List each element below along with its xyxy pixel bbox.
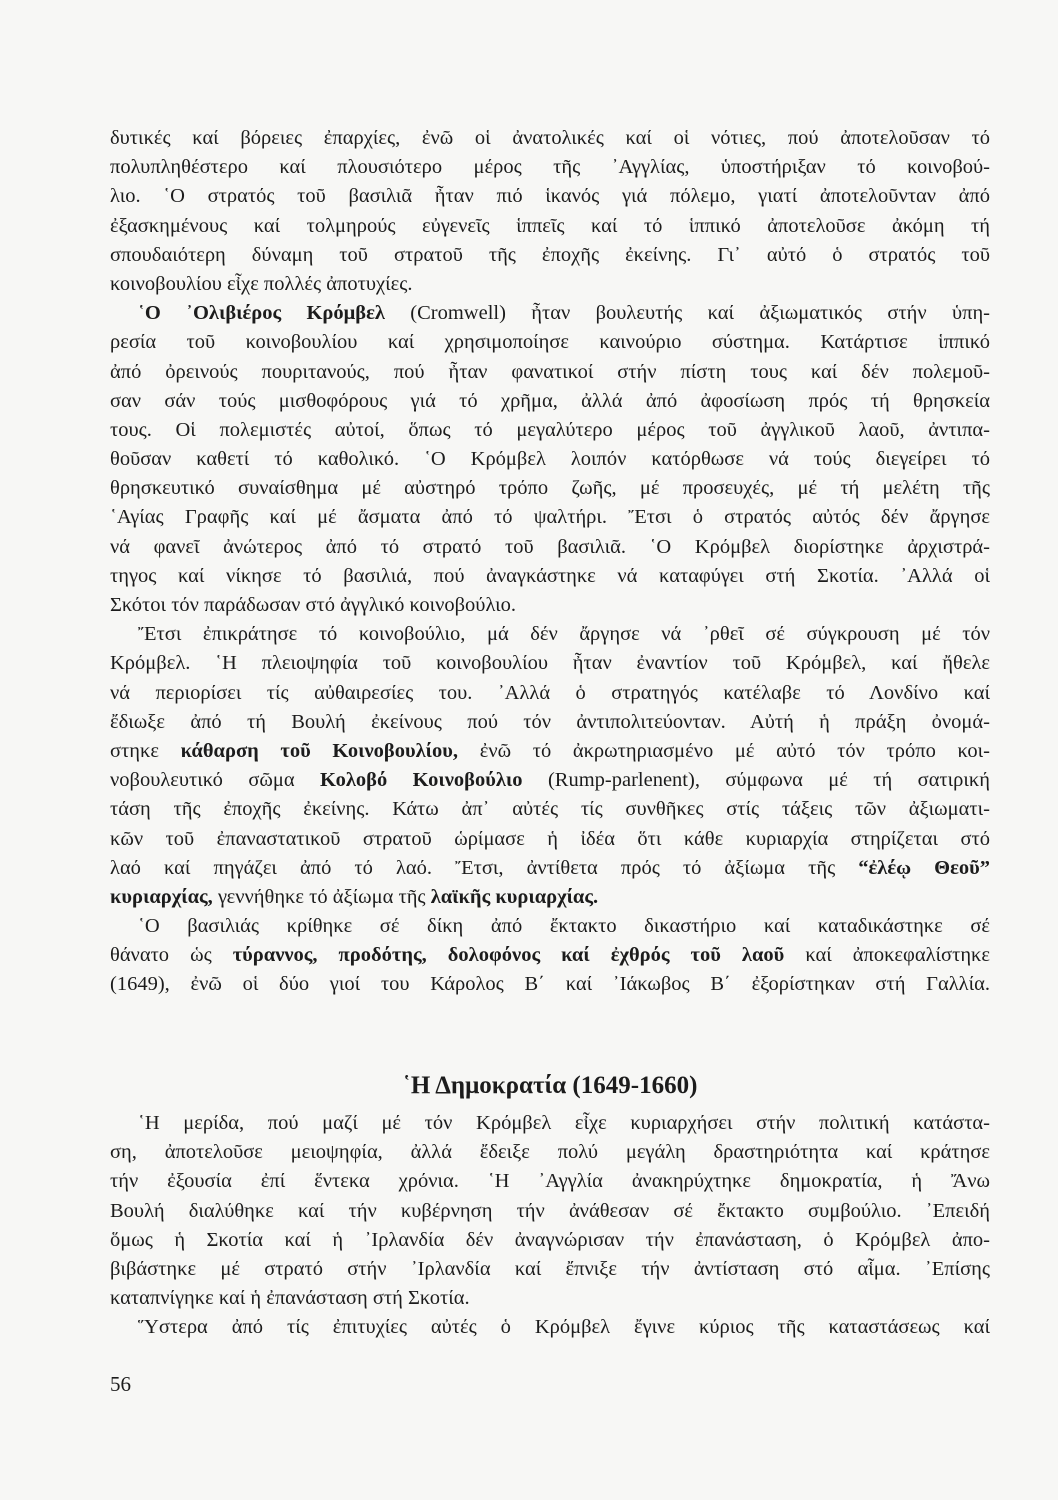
text-span: γεννήθηκε τό ἀξίωμα τῆς	[212, 885, 431, 908]
bold-term: κυριαρχίας,	[110, 885, 213, 908]
text-line: τους. Οἱ πολεμιστές αὐτοί, ὅπως τό μεγαλύτερο μέρος τοῦ ἀγγλικοῦ λαοῦ, ἀντιπα-	[110, 418, 990, 441]
text-line: Βουλή διαλύθηκε καί τήν κυβέρνηση τήν ἀνάθεσαν σέ ἔκτακτο συμβούλιο. ᾿Επειδή	[110, 1199, 990, 1222]
text-line: κοινοβουλίου εἶχε πολλές ἀποτυχίες.	[110, 272, 413, 295]
section-heading: ῾Η Δημοκρατία (1649-1660)	[402, 1072, 698, 1099]
text-span: ἐνῶ τό ἀκρωτηριασμένο μέ αὐτό τόν τρόπο κοι-	[458, 739, 990, 762]
text-line	[110, 941, 990, 970]
bold-term: τύραννος, προδότης, δολοφόνος καί ἐχθρός τοῦ λαοῦ	[232, 944, 785, 967]
text-line: δυτικές καί βόρειες ἐπαρχίες, ἐνῶ οἱ ἀνατολικές καί οἱ νότιες, πού ἀποτελοῦσαν τό	[110, 127, 990, 149]
text-line: κῶν τοῦ ἐπαναστατικοῦ στρατοῦ ὡρίμασε ἡ ἰδέα ὅτι κάθε κυριαρχία στηρίζεται στό	[110, 827, 990, 850]
text-line	[110, 766, 990, 795]
text-line: τήν ἐξουσία ἐπί ἕντεκα χρόνια. ῾Η ᾿Αγγλία ἀνακηρύχτηκε δημοκρατία, ἡ Ἄνω	[110, 1170, 990, 1193]
text-line: σπουδαιότερη δύναμη τοῦ στρατοῦ τῆς ἐποχῆς ἐκείνης. Γι᾿ αὐτό ὁ στρατός τοῦ	[110, 243, 990, 266]
body-text-bottom	[110, 1109, 990, 1343]
text-span: καί ἀποκεφαλίστηκε	[784, 944, 990, 967]
text-span: (Rump-parlenent), σύμφωνα μέ τή σατιρική	[522, 769, 990, 792]
text-line: (1649), ἐνῶ οἱ δύο γιοί του Κάρολος Β΄ καί ᾿Ιάκωβος Β΄ ἐξορίστηκαν στή Γαλλία.	[110, 973, 990, 996]
text-line: ῾Ο βασιλιάς κρίθηκε σέ δίκη ἀπό ἔκτακτο δικαστήριο καί καταδικάστηκε σέ	[138, 915, 990, 938]
text-line: Ὕστερα ἀπό τίς ἐπιτυχίες αὐτές ὁ Κρόμβελ ἔγινε κύριος τῆς καταστάσεως καί	[138, 1316, 990, 1339]
body-text-top	[110, 124, 990, 1000]
text-line: Ἔτσι ἐπικράτησε τό κοινοβούλιο, μά δέν ἄργησε νά ᾿ρθεῖ σέ σύγκρουση μέ τόν	[138, 623, 990, 646]
text-line: Σκότοι τόν παράδωσαν στό ἀγγλικό κοινοβούλιο.	[110, 594, 517, 616]
bold-term: κάθαρση τοῦ Κοινοβουλίου,	[180, 739, 459, 762]
text-line	[110, 737, 990, 766]
text-line: ὅμως ἡ Σκοτία καί ἡ ᾿Ιρλανδία δέν ἀναγνώρισαν τήν ἐπανάσταση, ὁ Κρόμβελ ἀπο-	[110, 1228, 990, 1251]
text-line	[110, 854, 990, 883]
text-line: τηγος καί νίκησε τό βασιλιά, πού ἀναγκάστηκε νά καταφύγει στή Σκοτία. ᾿Αλλά οἱ	[110, 564, 990, 587]
text-line: ῾Αγίας Γραφῆς καί μέ ἄσματα ἀπό τό ψαλτήρι. Ἔτσι ὁ στρατός αὐτός δέν ἄργησε	[110, 506, 990, 529]
text-line: λιο. ῾Ο στρατός τοῦ βασιλιᾶ ἦταν πιό ἱκανός γιά πόλεμο, γιατί ἀποτελοῦνταν ἀπό	[110, 185, 990, 208]
text-span: λαό καί πηγάζει ἀπό τό λαό. Ἔτσι, ἀντίθετα πρός τό ἀξίωμα τῆς	[110, 856, 859, 879]
text-line: θρησκευτικό συναίσθημα μέ αὐστηρό τρόπο ζωῆς, μέ προσευχές, μέ τή μελέτη τῆς	[110, 477, 990, 500]
text-span: θάνατο ὡς	[110, 944, 233, 967]
text-line: Κρόμβελ. ῾Η πλειοψηφία τοῦ κοινοβουλίου ἦταν ἐναντίον τοῦ Κρόμβελ, καί ἤθελε	[110, 652, 990, 675]
text-line: καταπνίγηκε καί ἡ ἐπανάσταση στή Σκοτία.	[110, 1287, 470, 1310]
text-line: θοῦσαν καθετί τό καθολικό. ῾Ο Κρόμβελ λοιπόν κατόρθωσε νά τούς διεγείρει τό	[110, 448, 990, 471]
bold-term: λαϊκῆς κυριαρχίας.	[430, 885, 599, 908]
text-line: σαν σάν τούς μισθοφόρους γιά τό χρῆμα, ἀλλά ἀπό ἀφοσίωση πρός τή θρησκεία	[110, 389, 990, 412]
bold-term: Κολοβό Κοινοβούλιο	[320, 769, 523, 792]
bold-term: “ἐλέῳ Θεοῦ”	[858, 856, 990, 879]
text-line: ἔδιωξε ἀπό τή Βουλή ἐκείνους πού τόν ἀντιπολιτεύονταν. Αὐτή ἡ πράξη ὀνομά-	[110, 710, 990, 733]
text-line: ρεσία τοῦ κοινοβουλίου καί χρησιμοποίησε καινούριο σύστημα. Κατάρτισε ἱππικό	[110, 331, 990, 354]
text-span: νοβουλευτικό σῶμα	[110, 769, 321, 792]
text-span: στηκε	[110, 739, 181, 762]
bold-term: ῾Ο ᾿Ολιβιέρος Κρόμβελ	[138, 302, 385, 325]
text-line: τάση τῆς ἐποχῆς ἐκείνης. Κάτω ἀπ᾿ αὐτές τίς συνθῆκες στίς τάξεις τῶν ἀξιωματι-	[110, 798, 990, 821]
text-line: ἀπό ὀρεινούς πουριτανούς, πού ἦταν φανατικοί στήν πίστη τους καί δέν πολεμοῦ-	[110, 360, 990, 383]
text-line: νά φανεῖ ἀνώτερος ἀπό τό στρατό τοῦ βασιλιᾶ. ῾Ο Κρόμβελ διορίστηκε ἀρχιστρά-	[110, 535, 990, 558]
page-number: 56	[110, 1372, 131, 1396]
text-line: βιβάστηκε μέ στρατό στήν ᾿Ιρλανδία καί ἔπνιξε τήν ἀντίσταση στό αἷμα. ᾿Επίσης	[110, 1257, 990, 1280]
text-line: ση, ἀποτελοῦσε μειοψηφία, ἀλλά ἔδειξε πολύ μεγάλη δραστηριότητα καί κράτησε	[110, 1141, 990, 1164]
text-line: ῾Η μερίδα, πού μαζί μέ τόν Κρόμβελ εἶχε κυριαρχήσει στήν πολιτική κατάστα-	[138, 1112, 990, 1134]
text-span: (Cromwell) ἦταν βουλευτής καί ἀξιωματικός στήν ὑπη-	[384, 302, 991, 325]
text-line: πολυπληθέστερο καί πλουσιότερο μέρος τῆς ᾿Αγγλίας, ὑποστήριξαν τό κοινοβού-	[110, 156, 990, 179]
text-line: ἐξασκημένους καί τολμηρούς εὐγενεῖς ἱππεῖς καί τό ἱππικό ἀποτελοῦσε ἀκόμη τή	[110, 214, 990, 237]
text-line: νά περιορίσει τίς αὐθαιρεσίες του. ᾿Αλλά ὁ στρατηγός κατέλαβε τό Λονδίνο καί	[110, 681, 990, 704]
text-line	[110, 883, 990, 912]
paragraph-cromwell-start	[110, 299, 990, 328]
